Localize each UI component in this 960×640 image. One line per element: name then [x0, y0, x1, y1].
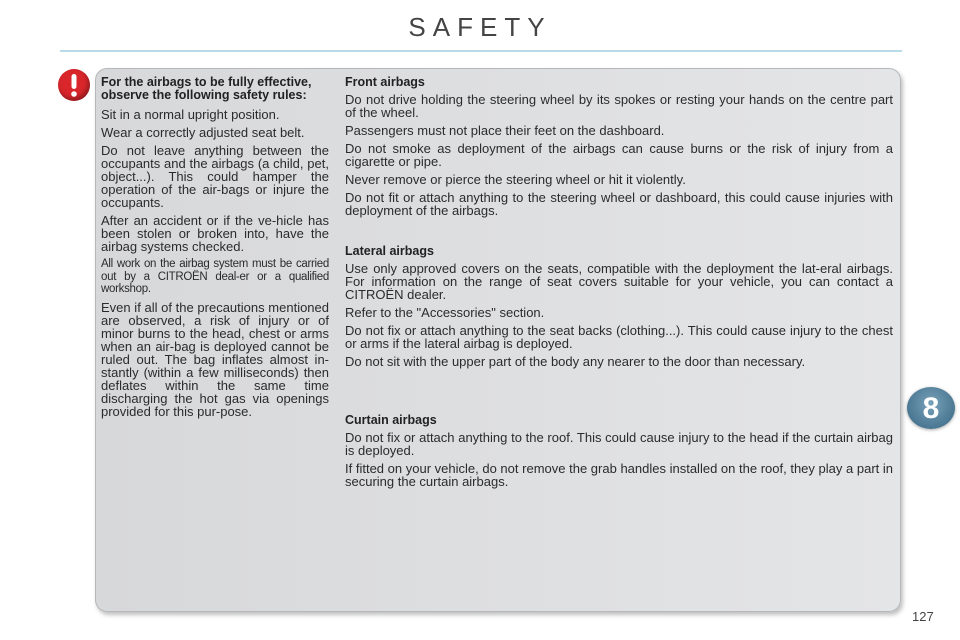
section-paragraph: Do not fix or attach anything to the roof. This could cause injury to the head if the curtain airbag is deployed.	[345, 430, 893, 458]
header-divider	[60, 50, 902, 52]
section-heading: Front airbags	[345, 75, 425, 89]
warning-column	[101, 76, 329, 423]
warning-paragraph: Wear a correctly adjusted seat belt.	[101, 125, 305, 140]
section-paragraph: Use only approved covers on the seats, compatible with the deployment the lat-eral airbags. For information on the range of seat covers suitable for your vehicle, you can contact a CITROËN dealer.	[345, 261, 893, 302]
warning-heading: For the airbags to be fully effective, observe the following safety rules:	[101, 75, 312, 102]
section-heading: Curtain airbags	[345, 413, 437, 427]
section-paragraph: Refer to the "Accessories" section.	[345, 305, 545, 320]
warning-paragraph: Even if all of the precautions mentioned are observed, a risk of injury or of minor burns to the head, chest or arms when an air-bag is deployed cannot be ruled out. The bag inflates almost in-stantly (within a few milliseconds) then deflates within the same time discharging the hot gas via openings provided for this pur-pose.	[101, 299, 329, 419]
exclamation-icon	[58, 69, 90, 101]
warning-paragraph: Sit in a normal upright position.	[101, 107, 280, 122]
section-paragraph: Do not smoke as deployment of the airbags can cause burns or the risk of injury from a cigarette or pipe.	[345, 141, 893, 169]
front-airbags-section	[345, 76, 893, 222]
page-number: 127	[912, 609, 934, 624]
section-heading: Lateral airbags	[345, 244, 434, 258]
page-title: SAFETY	[408, 12, 552, 42]
lateral-airbags-section	[345, 245, 893, 373]
warning-paragraph: Do not leave anything between the occupants and the airbags (a child, pet, object...). This could hamper the operation of the air-bags or injure the occupants.	[101, 143, 329, 210]
curtain-airbags-section	[345, 414, 893, 493]
section-paragraph: Do not drive holding the steering wheel by its spokes or resting your hands on the centre part of the wheel.	[345, 92, 893, 120]
chapter-tab[interactable]	[907, 387, 955, 429]
section-paragraph: Do not fix or attach anything to the seat backs (clothing...). This could cause injury to the chest or arms if the lateral airbag is deployed.	[345, 323, 893, 351]
chapter-number: 8	[922, 392, 940, 425]
section-paragraph: Do not sit with the upper part of the body any nearer to the door than necessary.	[345, 354, 806, 369]
warning-paragraph: After an accident or if the ve-hicle has been stolen or broken into, have the airbag systems checked.	[101, 213, 329, 254]
warning-paragraph: All work on the airbag system must be carried out by a CITROËN deal-er or a qualified workshop.	[101, 258, 329, 295]
section-paragraph: If fitted on your vehicle, do not remove the grab handles installed on the roof, they play a part in securing the curtain airbags.	[345, 461, 893, 489]
section-paragraph: Do not fit or attach anything to the steering wheel or dashboard, this could cause injuries with deployment of the airbags.	[345, 190, 893, 218]
section-paragraph: Never remove or pierce the steering wheel or hit it violently.	[345, 172, 686, 187]
section-paragraph: Passengers must not place their feet on the dashboard.	[345, 123, 665, 138]
